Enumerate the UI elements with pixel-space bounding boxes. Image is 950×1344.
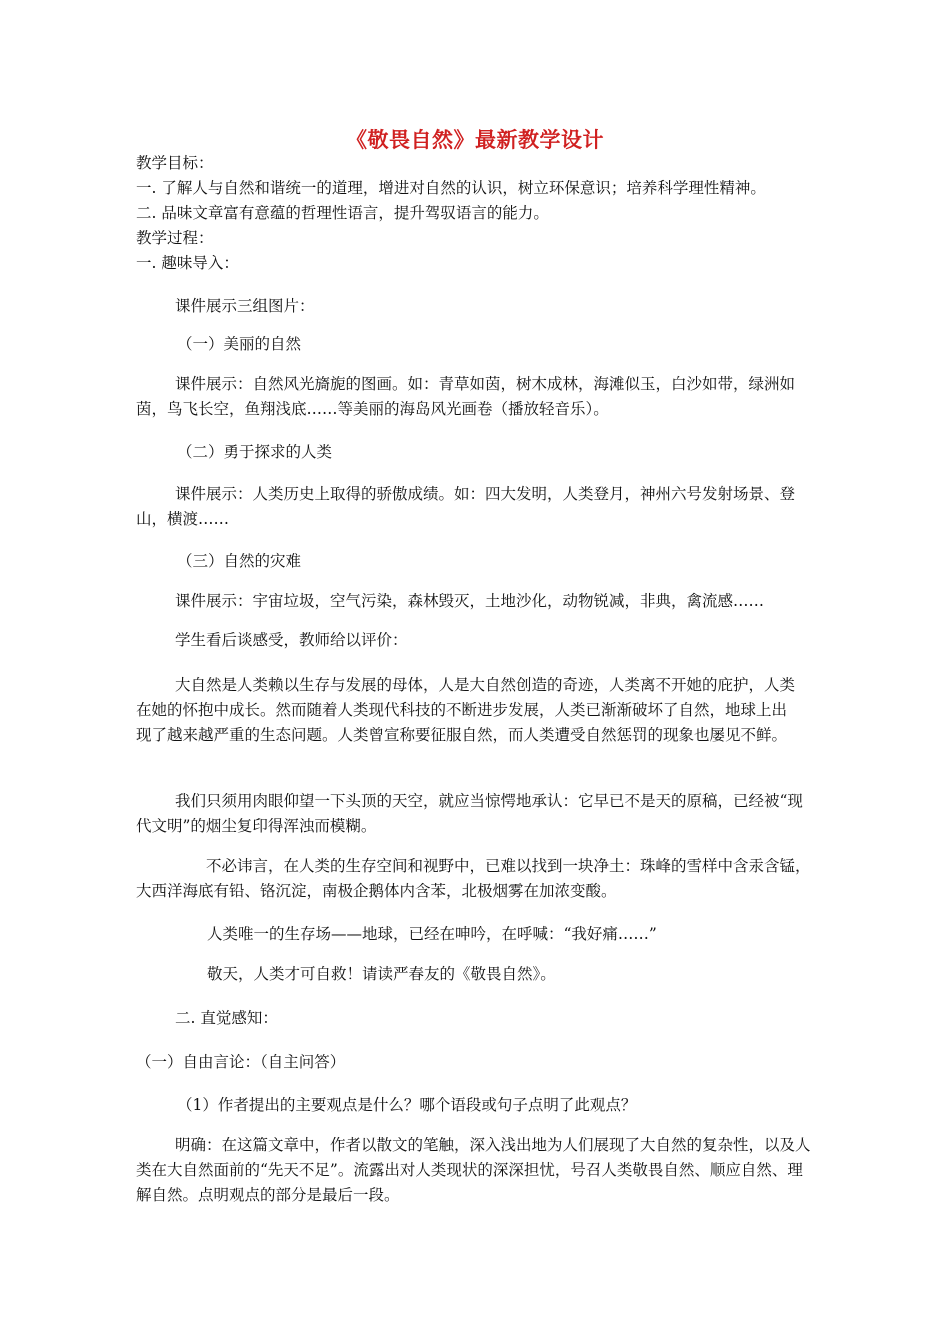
para-nature: 大自然是人类赖以生存与发展的母体，人是大自然创造的奇迹，人类离不开她的庇护，人类在她的怀抱中成长。然而随着人类现代科技的不断进步发展，人类已渐渐破坏了自然，地球上出现了越来越严重的生态问题。人类曾宣称要征服自然，而人类遭受自然惩罚的现象也屡见不鲜。 [136,676,796,744]
sub-1-heading: （一）自由言论：（自主问答） [136,1053,346,1071]
para-respect: 敬天，人类才可自救！请读严春友的《敬畏自然》。 [207,965,556,983]
group-3-desc: 课件展示：宇宙垃圾，空气污染，森林毁灭，土地沙化，动物锐减，非典，禽流感…… [175,592,765,610]
goals-label: 教学目标： [136,154,214,172]
group-1-title: （一）美丽的自然 [177,335,302,353]
group-2-title: （二）勇于探求的人类 [177,443,333,461]
para-earth: 人类唯一的生存场——地球，已经在呻吟，在呼喊：“我好痛……” [207,925,657,943]
group-1-desc: 课件展示：自然风光旖旎的图画。如：青草如茵，树木成林，海滩似玉，白沙如带，绿洲如茵，鸟飞长空，鱼翔浅底……等美丽的海岛风光画卷（播放轻音乐）。 [136,375,796,418]
student-reaction: 学生看后谈感受，教师给以评价： [175,631,408,649]
group-3-title: （三）自然的灾难 [177,552,302,570]
process-label: 教学过程： [136,229,214,247]
goal-2: 二. 品味文章富有意蕴的哲理性语言，提升驾驭语言的能力。 [136,204,549,222]
show-intro: 课件展示三组图片： [175,297,315,315]
question-1: （1）作者提出的主要观点是什么？哪个语段或句子点明了此观点？ [177,1096,637,1114]
step-2-heading: 二. 直觉感知： [175,1009,278,1027]
goal-1: 一. 了解人与自然和谐统一的道理，增进对自然的认识，树立环保意识；培养科学理性精神。 [136,179,766,197]
group-2-desc: 课件展示：人类历史上取得的骄傲成绩。如：四大发明，人类登月，神州六号发射场景、登山，横渡…… [136,485,796,528]
para-sky: 我们只须用肉眼仰望一下头顶的天空，就应当惊愕地承认：它早已不是天的原稿，已经被“现代文明”的烟尘复印得浑浊而模糊。 [136,792,803,835]
para-land: 不必讳言，在人类的生存空间和视野中，已难以找到一块净土：珠峰的雪样中含汞含锰，大西洋海底有铅、铬沉淀，南极企鹅体内含苯，北极烟雾在加浓变酸。 [136,857,811,900]
step-1-heading: 一. 趣味导入： [136,254,239,272]
document-title: 《敬畏自然》最新教学设计 [346,127,604,152]
answer-1: 明确：在这篇文章中，作者以散文的笔触，深入浅出地为人们展现了大自然的复杂性，以及人类在大自然面前的“先天不足”。流露出对人类现状的深深担忧，号召人类敬畏自然、顺应自然、理解自然。点明观点的部分是最后一段。 [136,1136,811,1204]
